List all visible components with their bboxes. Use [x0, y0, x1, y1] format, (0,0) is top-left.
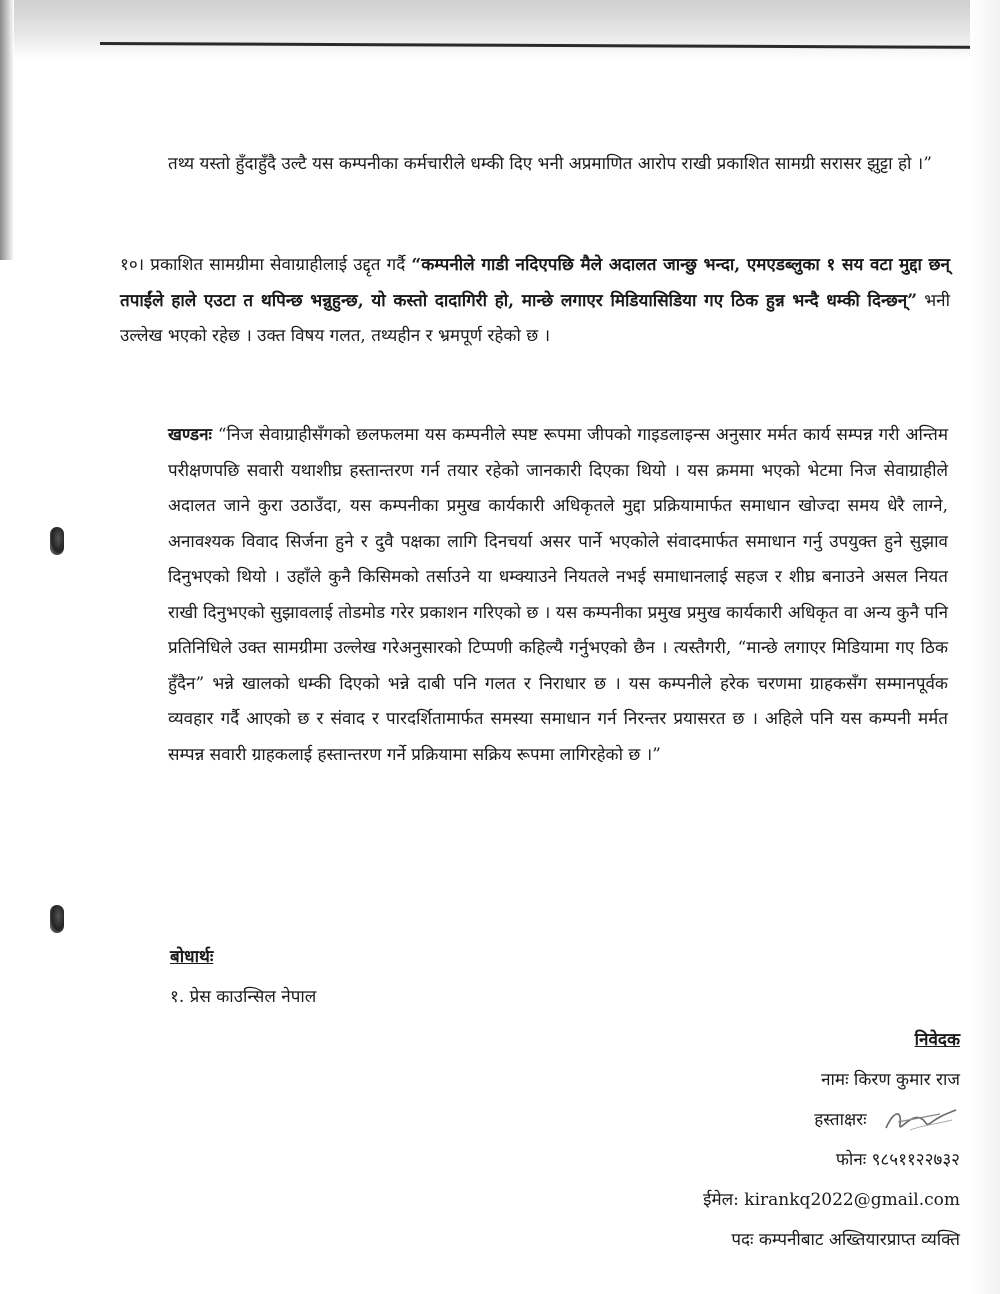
point-tail-text: भनी उल्लेख भएको रहेछ । उक्त विषय गलत, तथ्यहीन र भ्रमपूर्ण रहेको छ ।: [120, 290, 950, 346]
cc-heading: बोधार्थः: [170, 947, 214, 967]
paragraph-continuation: तथ्य यस्तो हुँदाहुँदै उल्टै यस कम्पनीका कर्मचारीले धम्की दिए भनी अप्रमाणित आरोप राखी प्रकाशित सामग्री सरासर झुट्टा हो ।”: [168, 154, 932, 174]
sender-block: [540, 1020, 960, 1260]
point-number: १०।: [120, 255, 145, 275]
rebuttal-label: खण्डनः: [168, 425, 212, 445]
sender-position: पदः कम्पनीबाट अख्तियारप्राप्त व्यक्ति: [731, 1230, 960, 1250]
signature-label: हस्ताक्षरः: [814, 1110, 867, 1130]
signature-icon: [880, 1104, 960, 1138]
sender-phone: फोनः ९८५११२२७३२: [835, 1150, 960, 1170]
sender-name: नामः किरण कुमार राज: [821, 1070, 960, 1090]
signature-row: [540, 1100, 960, 1140]
point-lead-text: प्रकाशित सामग्रीमा सेवाग्राहीलाई उद्दृत गर्दै: [150, 255, 412, 275]
paragraph-rebuttal: [168, 418, 948, 773]
sender-email: ईमेल: kirankq2022@gmail.com: [703, 1190, 960, 1210]
paragraph-point-10: [120, 248, 950, 355]
cc-recipient: १. प्रेस काउन्सिल नेपाल: [170, 987, 317, 1007]
quoted-statement: “कम्पनीले गाडी नदिएपछि मैले अदालत जान्छु भन्दा, एमएडब्लुका १ सय वटा मुद्दा छन् तपाईंले हाले एउटा त थपिन्छ भन्नुहुन्छ, यो कस्तो दादागिरी हो, मान्छे लगाएर मिडियासिडिया गए ठिक हुन्न भन्दै धम्की दिन्छन्”: [120, 255, 950, 311]
sender-title: निवेदक: [914, 1030, 960, 1050]
rebuttal-text: “निज सेवाग्राहीसँगको छलफलमा यस कम्पनीले स्पष्ट रूपमा जीपको गाइडलाइन्स अनुसार मर्मत कार्य सम्पन्न गरी अन्तिम परीक्षणपछि सवारी यथाशीघ्र हस्तान्तरण गर्न तयार रहेको जानकारी दिएका थियो । यस क्रममा भएको भेटमा निज सेवाग्राहीले अदालत जाने कुरा उठाउँदा, यस कम्पनीका प्रमुख कार्यकारी अधिकृतले मुद्दा प्रक्रियामार्फत समाधान खोज्दा समय धेरै लाग्ने, अनावश्यक विवाद सिर्जना हुने र दुवै पक्षका लागि दिनचर्या असर पार्ने भएकोले संवादमार्फत समाधान गर्नु उपयुक्त हुने सुझाव दिनुभएको थियो । उहाँले कुनै किसिमको तर्साउने या धम्क्याउने नियतले नभई समाधानलाई सहज र शीघ्र बनाउने असल नियत राखी दिनुभएको सुझावलाई तोडमोड गरेर प्रकाशन गरिएको छ । यस कम्पनीका प्रमुख प्रमुख कार्यकारी अधिकृत वा अन्य कुनै पनि प्रतिनिधिले उक्त सामग्रीमा उल्लेख गरेअनुसारको टिप्पणी कहिल्यै गर्नुभएको छैन । त्यस्तैगरी, “मान्छे लगाएर मिडियामा गए ठिक हुँदैन” भन्ने खालको धम्की दिएको भन्ने दाबी पनि गलत र निराधार छ । यस कम्पनीले हरेक चरणमा ग्राहकसँग सम्मानपूर्वक व्यवहार गर्दै आएको छ र संवाद र पारदर्शितामार्फत समस्या समाधान गर्न निरन्तर प्रयासरत छ । अहिले पनि यस कम्पनी मर्मत सम्पन्न सवारी ग्राहकलाई हस्तान्तरण गर्ने प्रक्रियामा सक्रिय रूपमा लागिरहेको छ ।”: [168, 425, 948, 765]
